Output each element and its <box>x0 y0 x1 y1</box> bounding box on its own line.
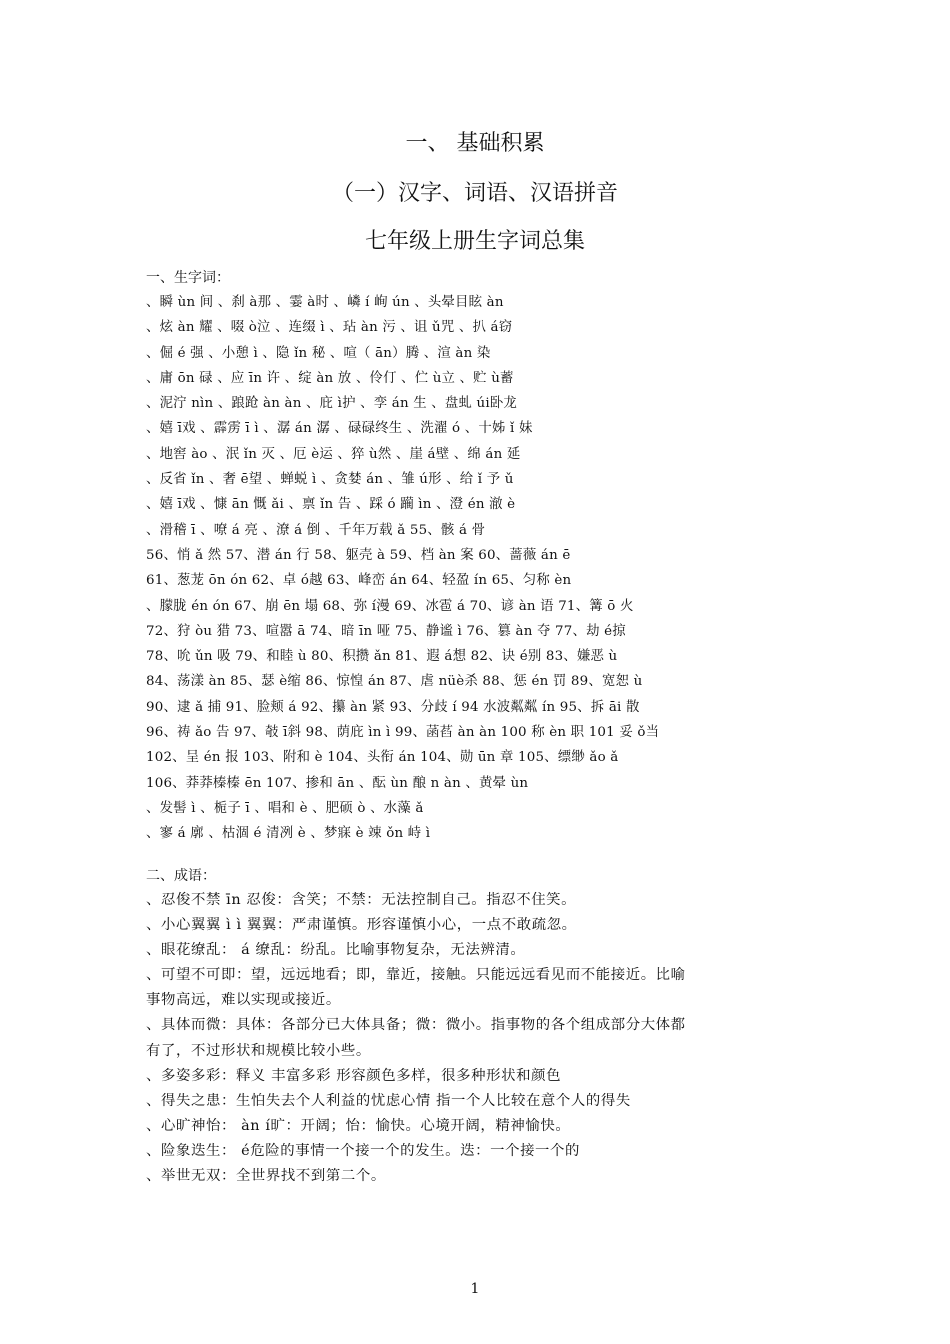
vocab-line: 、地窖 ào 、泯 ǐn 灭 、厄 è运 、猝 ù然 、崖 á壁 、绵 án 延 <box>146 446 521 462</box>
idiom-line: 、险象迭生： é危险的事情一个接一个的发生。迭：一个接一个的 <box>146 1142 581 1159</box>
collection-title: 七年级上册生字词总集 <box>364 229 585 254</box>
vocab-line: 61、葱茏 ōn ón 62、卓 ó越 63、峰峦 án 64、轻盈 ín 65、匀称 èn <box>146 573 572 589</box>
vocab-line: 、瞬 ùn 间 、刹 à那 、霎 à时 、嶙 í 峋 ún 、头晕目眩 àn <box>146 295 504 310</box>
vocab-line: 、滑稽 ī 、嘹 á 亮 、潦 á 倒 、千年万载 ǎ 55、骸 á 骨 <box>146 522 486 538</box>
main-title: 一、 基础积累 <box>405 131 545 156</box>
idiom-line: 、可望不可即：望，远远地看；即，靠近，接触。只能远远看见而不能接近。比喻 <box>146 967 686 984</box>
page-number: 1 <box>470 1281 480 1297</box>
idiom-line: 、举世无双：全世界找不到第二个。 <box>146 1168 386 1185</box>
vocab-line: 、嬉 ī戏 、霹雳 ī ì 、潺 án 潺 、碌碌终生 、洗濯 ó 、十姊 ǐ 妹 <box>146 421 533 437</box>
vocab-line: 72、狩 òu 猎 73、喧嚣 ā 74、暗 īn 哑 75、静谧 ì 76、篡 àn 夺 77、劫 é掠 <box>146 623 626 639</box>
vocab-line: 84、荡漾 àn 85、瑟 è缩 86、惊惶 án 87、虐 nüè杀 88、惩 én 罚 89、宽恕 ù <box>146 674 643 690</box>
vocab-line: 、泥泞 nìn 、踉跄 àn àn 、庇 ì护 、孪 án 生 、盘虬 úi卧龙 <box>146 396 518 412</box>
vocab-line: 102、呈 én 报 103、附和 è 104、头衔 án 104、勋 ūn 章 105、缥缈 ǎo ǎ <box>146 750 619 766</box>
idiom-line: 、具体而微：具体：各部分已大体具备；微：微小。指事物的各个组成部分大体都 <box>146 1017 686 1034</box>
vocab-line: 、反省 ǐn 、奢 ē望 、蝉蜕 ì 、贪婪 án 、雏 ú形 、给 ǐ 予 ǔ <box>146 472 514 488</box>
vocab-line: 、倔 é 强 、小憩 ì 、隐 ǐn 秘 、喧（ ān）腾 、渲 àn 染 <box>146 345 491 361</box>
idiom-line: 、眼花缭乱： á 缭乱：纷乱。比喻事物复杂，无法辨清。 <box>146 942 526 959</box>
idiom-line: 事物高远，难以实现或接近。 <box>146 992 341 1009</box>
vocab-line: 、庸 ōn 碌 、应 īn 许 、绽 àn 放 、伶仃 、伫 ù立 、贮 ù蓄 <box>146 370 514 386</box>
idiom-line: 、小心翼翼 ì ì 翼翼：严肃谨慎。形容谨慎小心，一点不敢疏忽。 <box>146 917 577 934</box>
idioms-heading: 二、成语： <box>146 868 216 884</box>
vocab-line: 、炫 àn 耀 、啜 ò泣 、连缀 ì 、玷 àn 污 、诅 ǔ咒 、扒 á窃 <box>146 320 513 336</box>
vocab-line: 106、莽莽榛榛 ēn 107、掺和 ān 、酝 ùn 酿 n àn 、黄晕 ùn <box>146 775 529 791</box>
idiom-line: 、多姿多彩：释义 丰富多彩 形容颜色多样，很多种形状和颜色 <box>146 1067 562 1084</box>
vocabulary-heading: 一、生字词： <box>146 270 230 286</box>
vocabulary-section <box>146 267 826 847</box>
vocab-line: 90、逮 ǎ 捕 91、脸颊 á 92、攥 àn 紧 93、分歧 í 94 水波粼粼 ín 95、拆 āi 散 <box>146 699 640 715</box>
vocab-line: 、发髻 ì 、栀子 ī 、唱和 è 、肥硕 ò 、水藻 ǎ <box>146 800 424 816</box>
vocab-line: 、寥 á 廓 、枯涸 é 清冽 è 、梦寐 è 竦 ǒn 峙 ì <box>146 826 431 842</box>
idiom-line: 、得失之患：生怕失去个人利益的忧虑心情 指一个人比较在意个人的得失 <box>146 1092 631 1109</box>
idiom-line: 有了，不过形状和规模比较小些。 <box>146 1042 371 1059</box>
idioms-section <box>146 865 826 1189</box>
vocab-line: 、嬉 ī戏 、慷 ān 慨 ǎi 、禀 ǐn 告 、踩 ó 躏 ìn 、澄 én 澈 è <box>146 497 516 513</box>
idiom-line: 、忍俊不禁 īn 忍俊：含笑；不禁：无法控制自己。指忍不住笑。 <box>146 892 577 908</box>
subtitle: （一）汉字、词语、汉语拼音 <box>331 181 618 206</box>
vocab-line: 96、祷 ǎo 告 97、攲 ī斜 98、荫庇 ìn ì 99、菡萏 àn àn 100 称 èn 职 101 妥 ǒ当 <box>146 725 660 741</box>
vocab-line: 78、吮 ǔn 吸 79、和睦 ù 80、积攒 ǎn 81、遐 á想 82、诀 é别 83、嫌恶 ù <box>146 649 618 665</box>
vocab-line: 56、悄 ǎ 然 57、潜 án 行 58、躯壳 à 59、档 àn 案 60、蔷薇 án ē <box>146 547 571 563</box>
idiom-line: 、心旷神怡： àn í旷：开阔；怡：愉快。心境开阔，精神愉快。 <box>146 1117 571 1134</box>
vocab-line: 、朦胧 én ón 67、崩 ēn 塌 68、弥 í漫 69、冰雹 á 70、谚 àn 语 71、篝 ō 火 <box>146 598 634 614</box>
